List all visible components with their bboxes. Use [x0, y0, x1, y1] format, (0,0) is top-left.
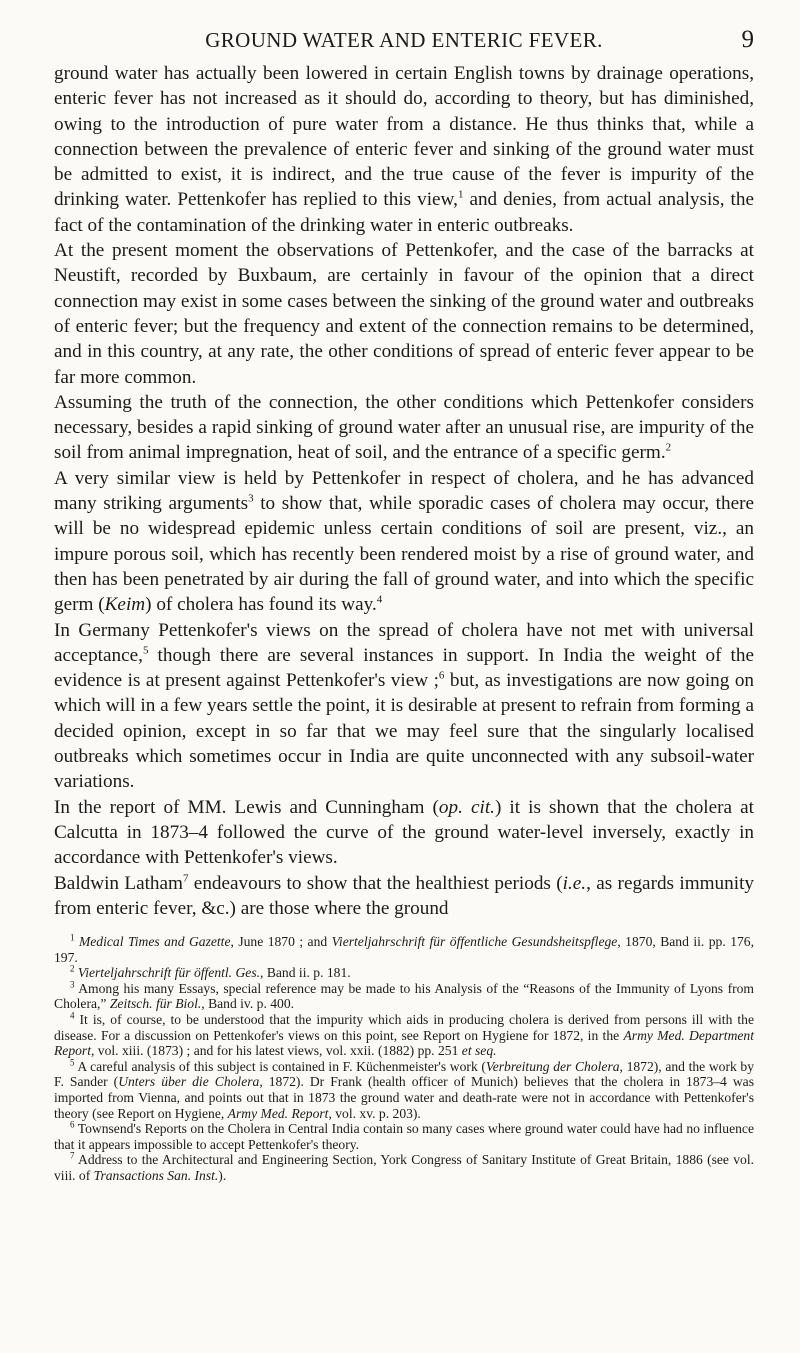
paragraph	[54, 238, 754, 390]
running-title: GROUND WATER AND ENTERIC FEVER.	[205, 28, 603, 52]
italic-text: Army Med. Department Report	[54, 1027, 754, 1059]
footnote-ref: 5	[70, 1057, 75, 1068]
footnote-ref: 7	[182, 872, 189, 885]
footnote-ref: 4	[70, 1010, 75, 1021]
footnote	[54, 1121, 754, 1152]
text-run: A careful analysis of this subject is contained in F. Küchenmeister's work (	[74, 1058, 486, 1074]
text-run: and denies, from actual analysis, the fact of the contamination of the drinking water in enteric outbreaks.	[54, 189, 754, 236]
text-run: , 1872), and the work by F. Sander (	[54, 1058, 754, 1090]
text-run: , Band ii. p. 181.	[260, 965, 351, 981]
footnote-ref: 3	[70, 979, 75, 990]
italic-text: i.e.	[562, 872, 587, 894]
text-run: , Band iv. p. 400.	[201, 996, 295, 1012]
text-run: Assuming the truth of the connection, the other conditions which Pettenkofer considers necessary, besides a rapid sinking of ground water after an unusual rise, are impurity of the soil from animal impregnation, heat of soil, and the entrance of a specific germ.	[54, 391, 754, 464]
text-run: It is, of course, to be understood that the impurity which aids in producing cholera is derived from persons ill with the disease. For a discussion on Pettenkofer's views on this point, see Report on Hygiene for 1872, in the	[54, 1012, 754, 1043]
italic-text: Medical Times and Gazette	[78, 934, 231, 950]
text-run: Baldwin Latham	[54, 872, 183, 894]
footnote-ref: 5	[142, 644, 149, 657]
body-text	[54, 61, 754, 921]
text-run: Among his many Essays, special reference may be made to his Analysis of the “Reasons of the Immunity of Lyons from Cholera,”	[54, 980, 754, 1012]
paragraph	[54, 618, 754, 795]
footnote-ref: 2	[70, 963, 75, 974]
italic-text: Transactions San. Inst.	[93, 1168, 219, 1183]
text-run: , vol. xv. p. 203).	[328, 1105, 421, 1121]
text-run: to show that, while sporadic cases of cholera may occur, there will be no widespread epidemic unless certain conditions of soil are present, viz., an impure porous soil, which has recently been rendered moist by a rise of ground water, and then has been penetrated by air during the fall of ground water, and into which the specific germ (	[54, 493, 755, 616]
text-run: Townsend's Reports on the Cholera in Central India contain so many cases where ground water could have had no influence that it appears impossible to accept Pettenkofer's theory.	[54, 1121, 754, 1152]
italic-text: Army Med. Report	[227, 1105, 329, 1121]
book-page	[54, 28, 754, 1184]
paragraph	[54, 795, 754, 871]
footnote-ref: 4	[376, 593, 383, 606]
page-header	[54, 28, 754, 58]
italic-text: Zeitsch. für Biol.	[109, 996, 202, 1012]
page-number: 9	[741, 26, 754, 53]
paragraph	[54, 466, 754, 618]
footnote	[54, 965, 754, 981]
text-run: ).	[218, 1168, 227, 1183]
italic-text: Keim	[104, 594, 146, 616]
footnote	[54, 1012, 754, 1059]
footnote-ref: 6	[70, 1119, 75, 1130]
footnote-ref: 1	[457, 189, 464, 202]
footnote-ref: 7	[70, 1150, 75, 1161]
text-run: endeavours to show that the healthiest periods (	[188, 872, 563, 894]
footnote-ref: 2	[665, 442, 672, 455]
text-run: Address to the Architectural and Engineering Section, York Congress of Sanitary Institute of Great Britain, 1886 (see vol. viii. of	[54, 1152, 754, 1183]
footnote	[54, 934, 754, 965]
italic-text: et seq.	[461, 1043, 497, 1059]
footnote-ref: 3	[248, 492, 254, 505]
footnotes	[54, 934, 754, 1184]
italic-text: Verbreitung der Cholera	[485, 1058, 620, 1074]
text-run: , June 1870 ; and	[230, 934, 332, 950]
text-run: though there are several instances in support. In India the weight of the evidence is at present against Pettenkofer's view ;	[54, 644, 754, 692]
text-run: but, as investigations are now going on which will in a few years settle the point, it is desirable at present to refrain from forming a decided opinion, except in so far that we may feel sure that the singularly localised outbreaks which sometimes occur in India are quite unconnected with any subsoil-water variations.	[54, 670, 755, 793]
text-run: At the present moment the observations of Pettenkofer, and the case of the barracks at Neustift, recorded by Buxbaum, are certainly in favour of the opinion that a direct connection may exist in some cases between the sinking of the ground water and outbreaks of enteric fever; but the frequency and extent of the connection remains to be determined, and in this country, at any rate, the other conditions of spread of enteric fever appear to be far more common.	[54, 240, 754, 388]
text-run: , vol. xiii. (1873) ; and for his latest views, vol. xxii. (1882) pp. 251	[91, 1043, 462, 1059]
footnote	[54, 1059, 754, 1121]
text-run: ) it is shown that the cholera at Calcutta in 1873–4 followed the curve of the ground water-level inversely, exactly in accordance with Pettenkofer's views.	[54, 796, 754, 869]
text-run: ground water has actually been lowered in certain English towns by drainage operations, enteric fever has not increased as it should do, according to theory, but has diminished, owing to the introduction of pure water from a distance. He thus thinks that, while a connection between the prevalence of enteric fever and sinking of the ground water must be admitted to exist, it is indirect, and the true cause of the fever is impurity of the drinking water. Pettenkofer has replied to this view,	[54, 63, 754, 211]
paragraph	[54, 871, 754, 922]
italic-text: Vierteljahrschrift für öffentliche Gesundsheitspflege	[331, 934, 618, 950]
italic-text: Vierteljahrschrift für öffentl. Ges.	[77, 965, 261, 981]
text-run: , 1872). Dr Frank (health officer of Munich) believes that the cholera in 1873–4 was imported from Vienna, and points out that in 1873 the ground water and death-rate were not in accordance with Pettenkofer's theory (see Report on Hygiene,	[54, 1074, 754, 1121]
footnote	[54, 1152, 754, 1183]
text-run: A very similar view is held by Pettenkofer in respect of cholera, and he has advanced many striking arguments	[54, 467, 754, 515]
footnote	[54, 981, 754, 1012]
italic-text: op. cit.	[438, 796, 495, 818]
text-run: In Germany Pettenkofer's views on the spread of cholera have not met with universal acceptance,	[54, 619, 754, 666]
text-run: ) of cholera has found its way.	[145, 594, 377, 616]
text-run: In the report of MM. Lewis and Cunningham (	[54, 796, 439, 818]
paragraph	[54, 61, 754, 238]
footnote-ref: 6	[438, 669, 445, 682]
italic-text: Unters über die Cholera	[118, 1074, 260, 1090]
text-run: , as regards immunity from enteric fever, &c.) are those where the ground	[54, 872, 754, 919]
footnote-ref: 1	[70, 932, 75, 943]
text-run: , 1870, Band ii. pp. 176, 197.	[54, 934, 754, 965]
paragraph	[54, 390, 754, 466]
